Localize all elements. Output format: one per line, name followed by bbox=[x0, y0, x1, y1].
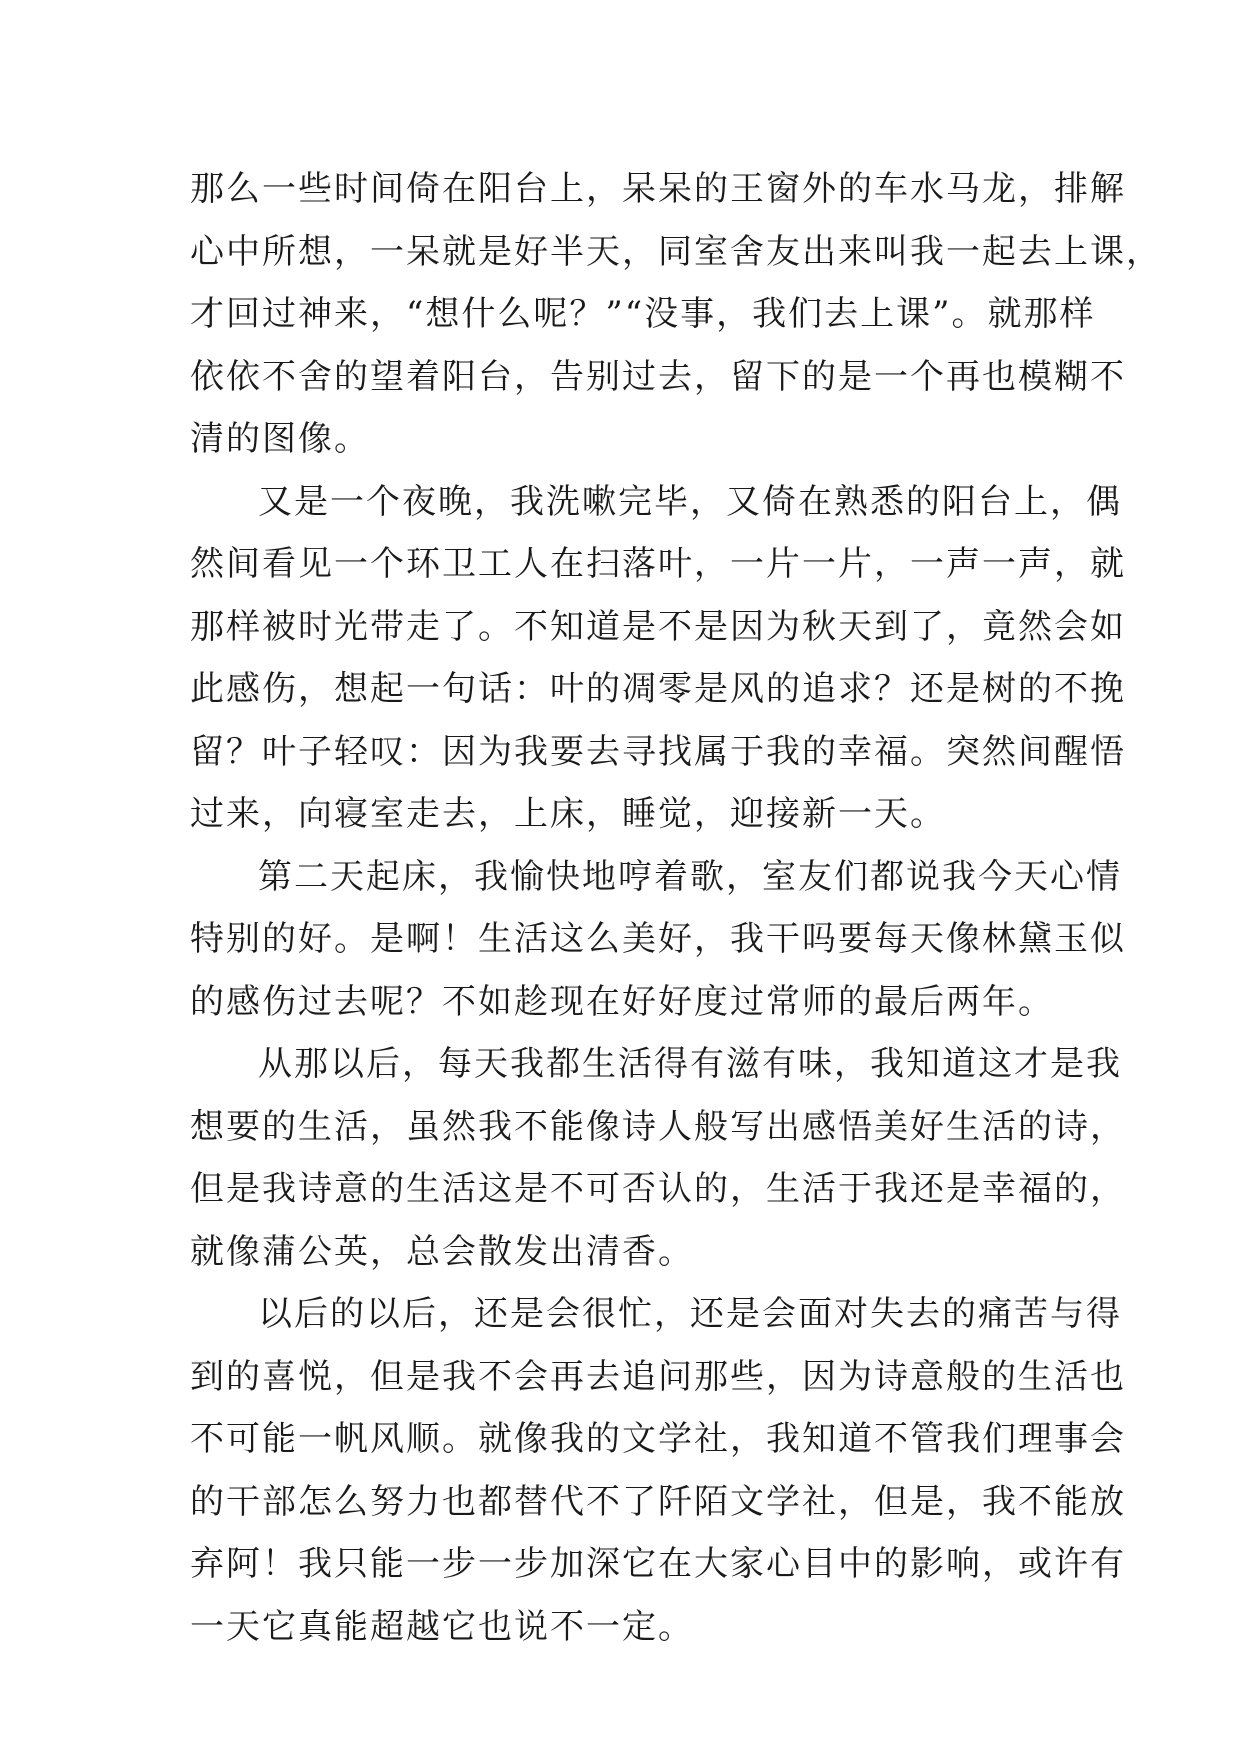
paragraph-first-line: 第二天起床，我愉快地哼着歌，室友们都说我今天心情 bbox=[258, 856, 1122, 897]
text-line: 想要的生活，虽然我不能像诗人般写出感悟美好生活的诗， bbox=[190, 1106, 1126, 1147]
document-body bbox=[190, 158, 1162, 1658]
text-line: 一天它真能超越它也说不一定。 bbox=[190, 1606, 694, 1647]
text-line: 不可能一帆风顺。就像我的文学社，我知道不管我们理事会 bbox=[190, 1419, 1126, 1459]
text-line: 然间看见一个环卫工人在扫落叶，一片一片，一声一声，就 bbox=[190, 544, 1126, 584]
text-line: 才回过神来，“想什么呢？”“没事，我们去上课”。就那样 bbox=[190, 294, 1096, 334]
text-line: 此感伤，想起一句话：叶的凋零是风的追求？还是树的不挽 bbox=[190, 669, 1126, 709]
text-line: 清的图像。 bbox=[190, 419, 370, 459]
text-line: 就像蒲公英，总会散发出清香。 bbox=[190, 1231, 694, 1272]
text-line: 到的喜悦，但是我不会再去追问那些，因为诗意般的生活也 bbox=[190, 1356, 1126, 1397]
paragraph-first-line: 从那以后，每天我都生活得有滋有味，我知道这才是我 bbox=[258, 1044, 1122, 1084]
text-line: 那样被时光带走了。不知道是不是因为秋天到了，竟然会如 bbox=[190, 606, 1126, 647]
text-line: 特别的好。是啊！生活这么美好，我干吗要每天像林黛玉似 bbox=[190, 919, 1126, 959]
text-line: 那么一些时间倚在阳台上，呆呆的王窗外的车水马龙，排解 bbox=[190, 169, 1126, 209]
text-line: 留？叶子轻叹：因为我要去寻找属于我的幸福。突然间醒悟 bbox=[190, 731, 1126, 772]
text-line: 过来，向寝室走去，上床，睡觉，迎接新一天。 bbox=[190, 794, 946, 834]
text-line: 心中所想，一呆就是好半天，同室舍友出来叫我一起去上课， bbox=[190, 231, 1162, 272]
text-line: 的干部怎么努力也都替代不了阡陌文学社，但是，我不能放 bbox=[190, 1481, 1126, 1522]
text-line: 弃阿！我只能一步一步加深它在大家心目中的影响，或许有 bbox=[190, 1544, 1126, 1584]
text-line: 的感伤过去呢？不如趁现在好好度过常师的最后两年。 bbox=[190, 981, 1054, 1022]
paragraph-first-line: 以后的以后，还是会很忙，还是会面对失去的痛苦与得 bbox=[258, 1294, 1122, 1334]
text-line: 依依不舍的望着阳台，告别过去，留下的是一个再也模糊不 bbox=[190, 356, 1126, 397]
paragraph-first-line: 又是一个夜晚，我洗嗽完毕，又倚在熟悉的阳台上，偶 bbox=[258, 481, 1122, 522]
text-line: 但是我诗意的生活这是不可否认的，生活于我还是幸福的， bbox=[190, 1169, 1126, 1209]
